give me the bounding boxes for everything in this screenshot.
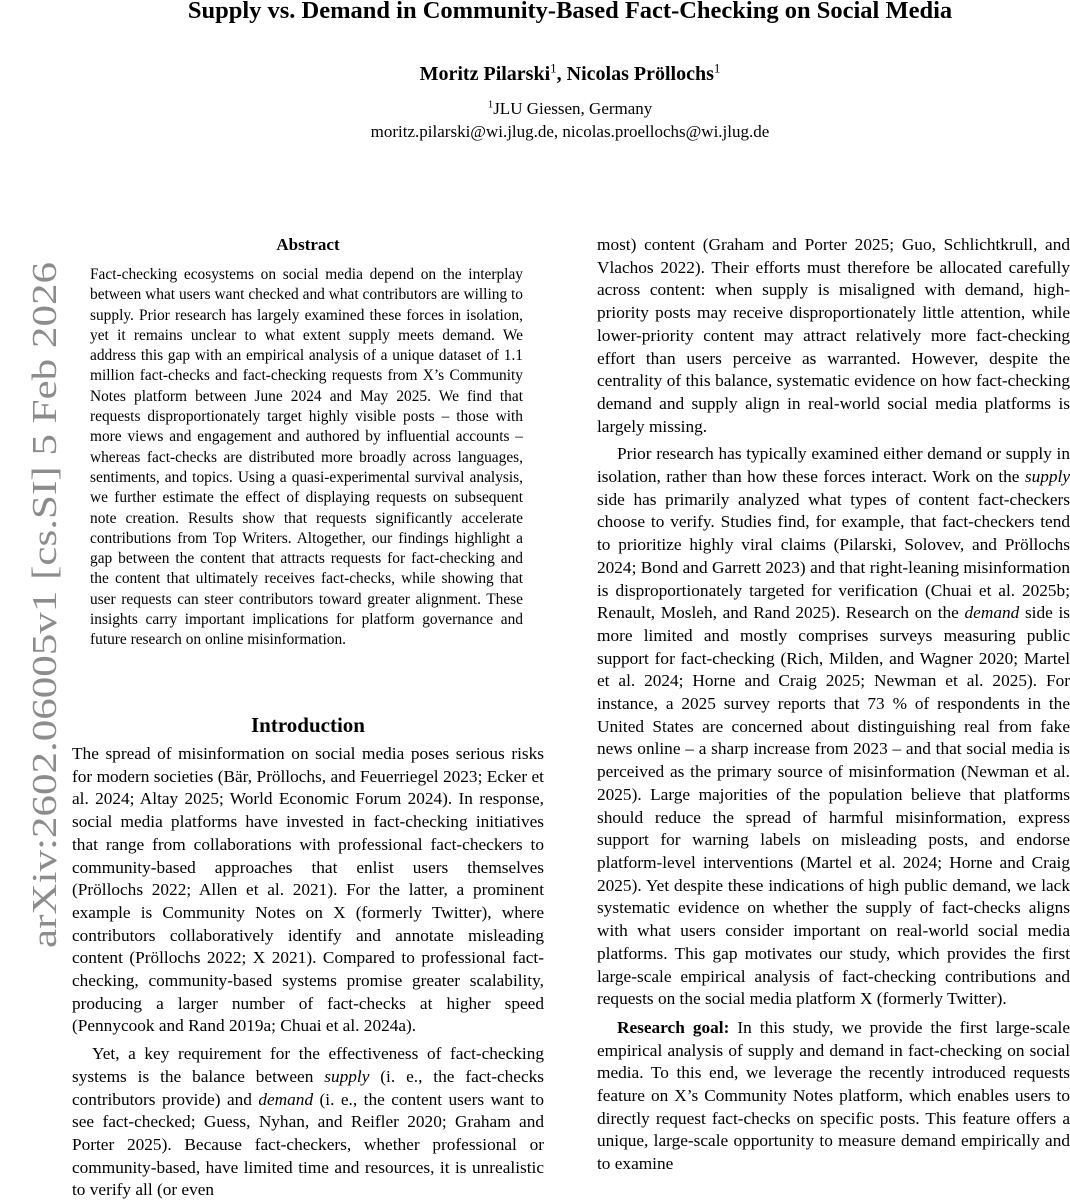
intro-paragraph-1: The spread of misinformation on social media poses serious risks for modern societies (Bär, Pröllochs, and Feuerriegel 2023; Ecker et al. 2024; Altay 2025; World Economic Forum 2024). In response, social media platforms have invested in fact-checking initiatives that range from collaborations with professional fact-checkers to community-based approaches that enlist users themselves (Pröllochs 2022; Allen et al. 2021). For the latter, a prominent example is Community Notes on X (formerly Twitter), where contributors collaboratively identify and annotate misleading content (Pröllochs 2022; X 2021). Compared to professional fact-checking, community-based systems promise greater scalability, producing a larger number of fact-checks at higher speed (Pennycook and Rand 2019a; Chuai et al. 2024a). [72,744,544,1036]
paper-title: Supply vs. Demand in Community-Based Fact-Checking on Social Media [187,0,953,24]
arxiv-stamp-graphic [18,260,66,950]
introduction-right-column [597,234,1070,1176]
emphasis-demand: demand [964,603,1020,623]
arxiv-stamp-text: arXiv:2602.06005v1 [cs.SI] 5 Feb 2026 [25,389,64,948]
author-line [70,60,1070,88]
emphasis-supply: supply [1024,467,1070,487]
author-name: Moritz Pilarski [419,63,551,85]
paragraph-text: (i. e., the content users want to see fact-checked; Guess, Nyhan, and Reifler 2020; Graham and Porter 2025). Because fact-checkers, whether professional or community-based, have limited time and resources, it is unrealistic to verify all (or even [72,1089,544,1200]
abstract-text: Fact-checking ecosystems on social media depend on the interplay between what users want checked and what contributors are willing to supply. Prior research has largely examined these forces in isolation, yet it remains unclear to what extent supply meets demand. We address this gap with an empirical analysis of a unique dataset of 1.1 million fact-checks and fact-checking requests from X’s Community Notes platform between June 2024 and May 2025. We find that requests disproportionately target highly visible posts – those with more views and engagement and authored by influential accounts – whereas fact-checks are distributed more broadly across languages, sentiments, and topics. Using a quasi-experimental survival analysis, we further estimate the effect of displaying requests on subsequent note creation. Results show that requests significantly accelerate contributions from Top Writers. Altogether, our findings highlight a gap between the content that attracts requests for fact-checking and the content that ultimately receives fact-checks, while showing that user requests can steer contributors toward greater alignment. These insights carry important implications for platform governance and future research on online misinformation. [90,266,523,649]
paragraph-text: (i. e., the fact-checks contributors provide) and [72,1066,545,1109]
author-separator: , [556,63,567,85]
introduction-heading: Introduction [251,713,365,737]
emphasis-supply: supply [324,1066,370,1086]
emphasis-demand: demand [258,1089,314,1109]
paragraph-text: Yet, a key requirement for the effectiveness of fact-checking systems is the balance between [72,1044,544,1086]
author-affiliation-mark: 1 [550,60,557,76]
intro-paragraph-2 [72,1043,544,1202]
author-emails: moritz.pilarski@wi.jlug.de, nicolas.proellochs@wi.jlug.de [370,122,770,141]
affiliation-text: JLU Giessen, Germany [493,99,653,118]
intro-paragraph-3 [597,443,1070,1011]
author-affiliation-mark: 1 [713,60,721,76]
abstract-heading: Abstract [276,235,340,254]
intro-paragraph-2-continued: most) content (Graham and Porter 2025; Guo, Schlichtkrull, and Vlachos 2022). Their efforts must therefore be allocated carefully across content: when supply is misaligned with demand, high-priority posts may receive disproportionately little attention, while lower-priority content may attract relatively more fact-checking effort than users perceive as warranted. However, despite the centrality of this balance, systematic evidence on how fact-checking demand and supply align in real-world social media platforms is largely missing. [597,235,1070,436]
author-name: Nicolas Pröllochs [566,63,714,85]
paragraph-text: In this study, we provide the first large-scale empirical analysis of supply and demand in fact-checking on social media. To this end, we leverage the recently introduced requests feature on X’s Community Notes platform, which enables users to directly request fact-checks on specific posts. This feature offers a unique, large-scale opportunity to measure demand empirically and to examine [597,1017,1070,1174]
research-goal-label: Research goal: [617,1017,730,1037]
introduction-left-column [72,743,544,1202]
affiliation-mark: 1 [487,98,494,111]
paragraph-text: side has primarily analyzed what types of content fact-checkers choose to verify. Studies find, for example, that fact-checkers tend to prioritize highly viral claims (Pilarski, Solovev, and Pröllochs 2024; Bond and Garrett 2023) and that right-leaning misinformation is disproportionately targeted for verification (Chuai et al. 2025b; Renault, Mosleh, and Rand 2025). Research on the [597,489,1070,623]
intro-paragraph-4 [597,1017,1070,1176]
paragraph-text: side is more limited and mostly comprises surveys measuring public support for fact-checking (Rich, Milden, and Wagner 2020; Martel et al. 2024; Horne and Craig 2025; Newman et al. 2025). For instance, a 2025 survey reports that 73 % of respondents in the United States are concerned about distinguishing real from fake news online – a sharp increase from 2023 – and that social media is perceived as the primary source of misinformation (Newman et al. 2025). Large majorities of the population believe that platforms should reduce the spread of harmful misinformation, express support for warning labels on misleading posts, and endorse platform-level interventions (Martel et al. 2024; Horne and Craig 2025). Yet despite these indications of high public demand, we lack systematic evidence on whether the supply of fact-checks aligns with what users consider important on real-world social media platforms. This gap motivates our study, which provides the first large-scale empirical analysis of fact-checking contributions and requests on the social media platform X (formerly Twitter). [597,603,1070,1009]
arxiv-identifier-stamp [18,260,66,950]
affiliation [70,98,1070,120]
paragraph-text: Prior research has typically examined either demand or supply in isolation, rather than how these forces interact. Work on the [597,444,1070,487]
